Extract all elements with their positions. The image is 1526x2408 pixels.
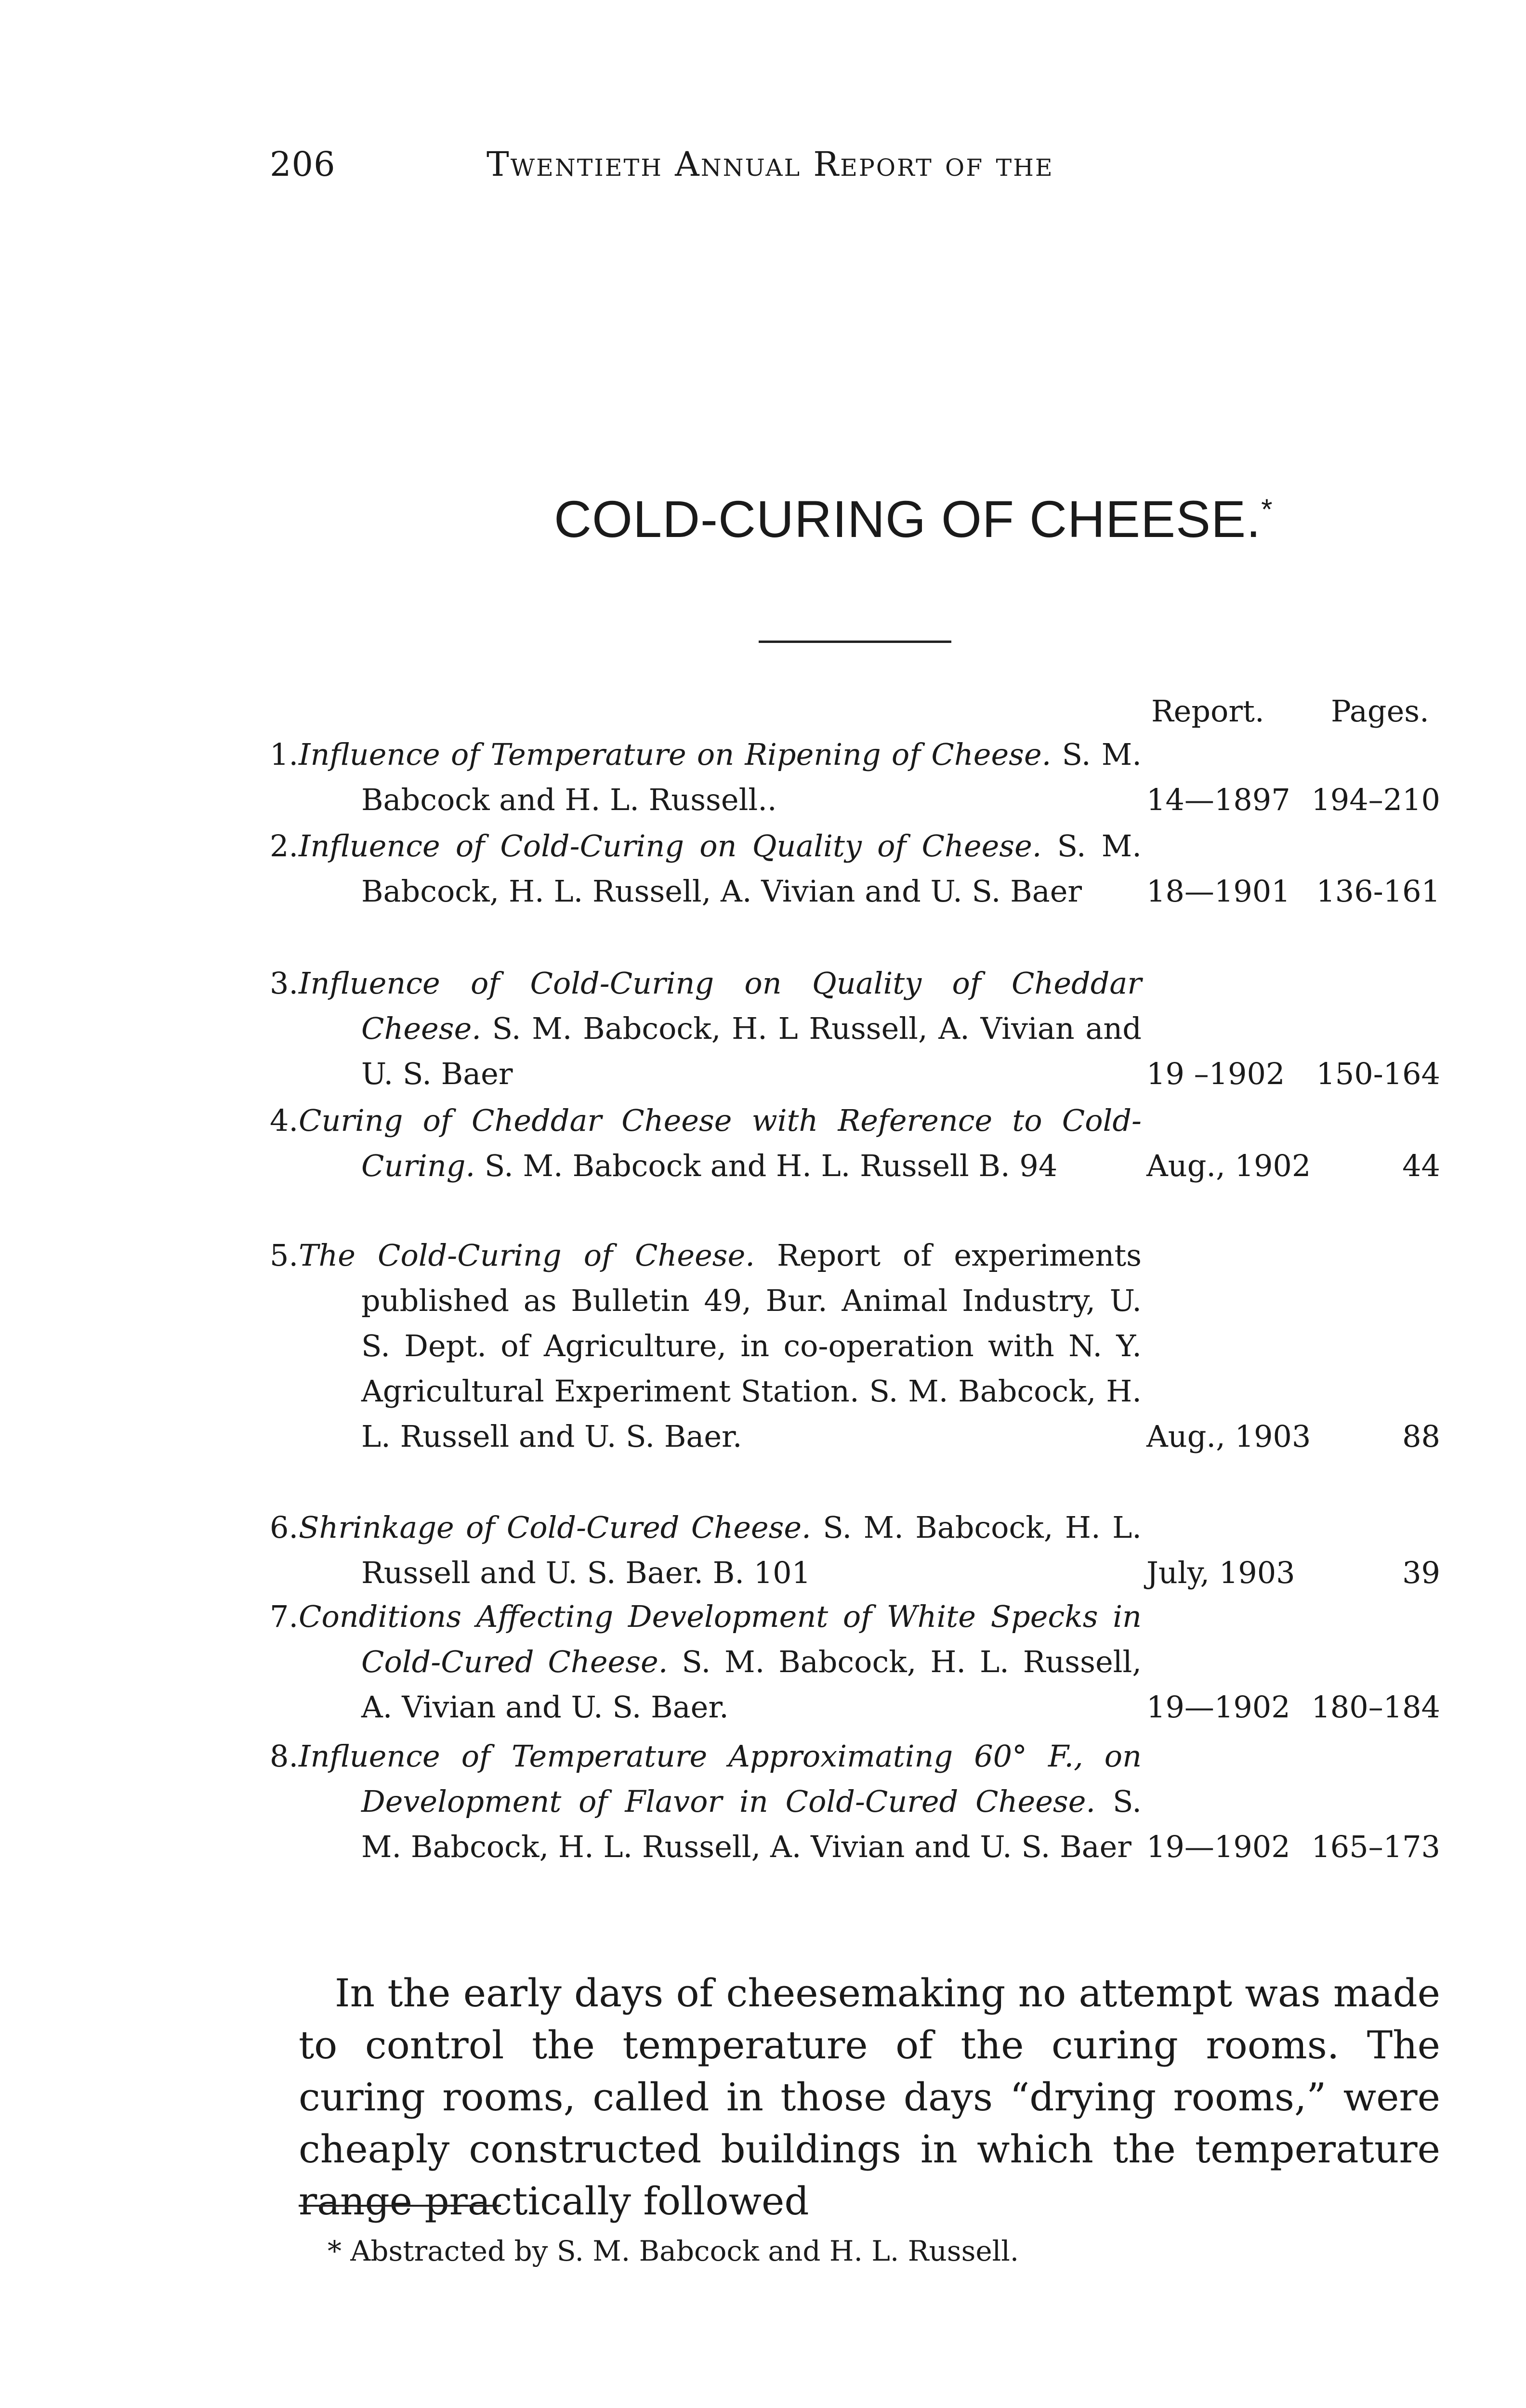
entry-authors: S. M. Babcock and H. L. Russell.. (361, 737, 1142, 817)
entry-text (299, 1098, 1142, 1189)
article-title (554, 489, 1273, 549)
entry-pages: 136-161 (1316, 874, 1440, 909)
entry-pages: 194–210 (1311, 782, 1440, 817)
entry-report: Aug., 1902 (1146, 1148, 1311, 1183)
entry-number: 5. (270, 1238, 299, 1273)
entry-pages: 39 (1402, 1555, 1440, 1590)
entry-number: 7. (270, 1599, 299, 1634)
entry-title: Influence of Cold-Curing on Quality of Cheese. (299, 828, 1042, 864)
entry-title: Influence of Temperature on Ripening of Cheese. (299, 737, 1052, 772)
entry-authors: Report of experiments published as Bulletin 49, Bur. Animal Industry, U. S. Dept. of Agriculture, in co-operation with N. Y. Agricultural Experiment Station. S. M. Babcock, H. L. Russell and U. S. Baer. (361, 1238, 1142, 1454)
entry-text (299, 961, 1142, 1097)
entry-report: 19—1902 (1146, 1829, 1290, 1864)
entry-text (299, 1505, 1142, 1596)
entry-pages: 44 (1402, 1148, 1440, 1183)
entry-number: 4. (270, 1103, 299, 1138)
entry-title: Curing of Cheddar Cheese with Reference to Cold-Curing. (299, 1103, 1142, 1183)
footnote-marker: * (1261, 493, 1273, 525)
entry-text (299, 1233, 1142, 1459)
page-number: 206 (270, 144, 336, 184)
entry-number: 6. (270, 1510, 299, 1545)
entry-pages: 88 (1402, 1419, 1440, 1454)
entry-text (299, 732, 1142, 823)
entry-report: 19—1902 (1146, 1689, 1290, 1725)
entry-authors: S. M. Babcock, H. L. Russell, A. Vivian and U. S. Baer. (361, 1644, 1142, 1725)
running-title: Twentieth Annual Report of the (487, 144, 1054, 184)
body-paragraph (299, 1967, 1440, 2227)
entry-bulletin: B. 101 (703, 1555, 811, 1590)
entry-report: Aug., 1903 (1146, 1419, 1311, 1454)
column-header-pages: Pages. (1331, 694, 1429, 729)
title-divider (759, 641, 951, 643)
footnote: * Abstracted by S. M. Babcock and H. L. Russell. (328, 2235, 1019, 2267)
entry-number: 8. (270, 1739, 299, 1774)
entry-title: Influence of Cold-Curing on Quality of Cheddar Cheese. (299, 966, 1142, 1046)
entry-title: Influence of Temperature Approximating 60° F., on Development of Flavor in Cold-Cured Cheese. (299, 1739, 1142, 1819)
entry-text (299, 1594, 1142, 1730)
entry-pages: 180–184 (1311, 1689, 1440, 1725)
entry-title: Conditions Affecting Development of White Specks in Cold-Cured Cheese. (299, 1599, 1142, 1679)
entry-text (299, 824, 1142, 914)
entry-authors: S. M. Babcock, H. L. Russell, A. Vivian and U. S. Baer (361, 828, 1142, 909)
entry-report: 19 –1902 (1146, 1056, 1285, 1091)
column-header-report: Report. (1151, 694, 1264, 729)
entry-title: Shrinkage of Cold-Cured Cheese. (299, 1510, 811, 1545)
entry-authors: S. M. Babcock and H. L. Russell (475, 1148, 969, 1183)
entry-authors: S. M. Babcock, H. L. Russell, A. Vivian and U. S. Baer (361, 1784, 1142, 1864)
entry-report: 18—1901 (1146, 874, 1290, 909)
entry-number: 1. (270, 737, 299, 772)
entry-pages: 165–173 (1311, 1829, 1440, 1864)
entry-authors: S. M. Babcock, H. L Russell, A. Vivian and U. S. Baer (361, 1011, 1142, 1091)
entry-report: 14—1897 (1146, 782, 1290, 817)
body-paragraph-text: In the early days of cheesemaking no attempt was made to control the temperature of the curing rooms. The curing rooms, called in those days “drying rooms,” were cheaply constructed buildings in which the temperature range practically followed (299, 1971, 1440, 2224)
entry-text (299, 1734, 1142, 1870)
footnote-divider (299, 2205, 501, 2207)
entry-pages: 150-164 (1316, 1056, 1440, 1091)
entry-number: 2. (270, 828, 299, 864)
entry-report: July, 1903 (1146, 1555, 1295, 1590)
entry-title: The Cold-Curing of Cheese. (299, 1238, 755, 1273)
entry-bulletin: B. 94 (969, 1148, 1058, 1183)
entry-number: 3. (270, 966, 299, 1001)
article-title-text: COLD-CURING OF CHEESE. (554, 490, 1262, 548)
entry-authors: S. M. Babcock, H. L. Russell and U. S. Baer. (361, 1510, 1142, 1590)
